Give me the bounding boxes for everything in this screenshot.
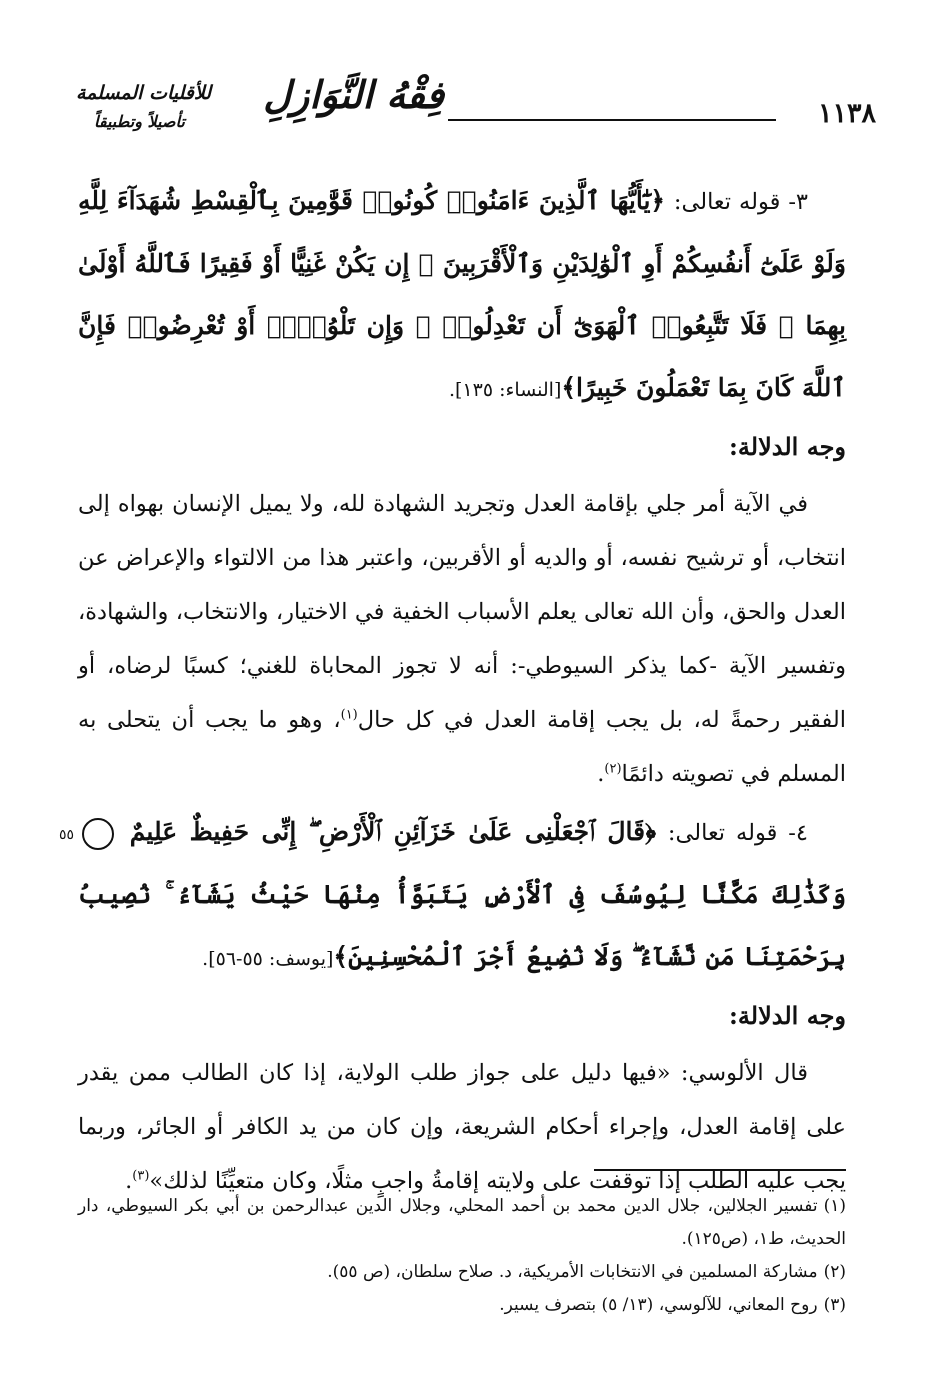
quran-verse-nisa-135: ﴿يَٰٓأَيُّهَا ٱلَّذِينَ ءَامَنُوا۟ كُونُوا۟ قَوَّٰمِينَ بِٱلْقِسْطِ شُهَدَآءَ لِلَّهِ وَلَوْ عَلَىٰٓ أَنفُسِكُمْ أَوِ ٱلْوَٰلِدَيْنِ وَٱلْأَقْرَبِينَ ۚ إِن يَكُنْ غَنِيًّا أَوْ فَقِيرًا فَٱللَّهُ أَوْلَىٰ بِهِمَا ۖ فَلَا تَتَّبِعُوا۟ ٱلْهَوَىٰٓ أَن تَعْدِلُوا۟ ۚ وَإِن تَلْوُۥٓا۟ أَوْ تُعْرِضُوا۟ فَإِنَّ ٱللَّهَ كَانَ بِمَا تَعْمَلُونَ خَبِيرًا﴾ (78, 186, 846, 402)
footnote-1 (78, 1190, 846, 1256)
book-title-logo (76, 70, 444, 150)
footnote-3 (78, 1289, 846, 1322)
footnote-ref-3[interactable]: (٣) (132, 1168, 150, 1184)
section-4-lead: ٤- قوله تعالى: (667, 820, 808, 846)
section-4-explanation-end: . (125, 1168, 133, 1194)
footnote-ref-1[interactable]: (١) (340, 707, 358, 723)
section-3-heading: وجه الدلالة: (729, 432, 846, 461)
page-content (58, 170, 846, 1208)
header-rule (448, 119, 776, 121)
footnote-number: (١) (823, 1196, 846, 1216)
book-title: فِقْهُ النَّوَازِلِ (263, 72, 444, 117)
footnote-number: (٢) (823, 1262, 846, 1282)
section-3-explanation-text-1: في الآية أمر جلي بإقامة العدل وتجريد الشهادة لله، ولا يميل الإنسان بهواه إلى انتخاب، أو ترشيح نفسه، أو والديه أو الأقربين، واعتبر هذا من الالتواء والإعراض عن العدل والحق، وأن الله تعالى يعلم الأسباب الخفية في الاختيار، والانتخاب، والشهادة، وتفسير الآية -كما يذكر السيوطي-: أنه لا تجوز المحاباة للغني؛ كسبًا لرضاه، أو الفقير رحمةً له، بل يجب إقامة العدل في كل حال (78, 491, 846, 733)
verse-end-period: . (202, 948, 209, 970)
page-number: ١١٣٨ (817, 98, 876, 129)
footnotes (78, 1190, 846, 1322)
footnote-separator (594, 1169, 846, 1171)
section-4-explanation-text: قال الألوسي: «فيها دليل على جواز طلب الولاية، إذا كان الطالب ممن يقدر على إقامة العدل، وإجراء أحكام الشريعة، وإن كان من يد الكافر أو الجائر، وربما يجب عليه الطلب إذا توقفت على ولايته إقامةُ واجبٍ مثلًا، وكان متعيِّنًا لذلك» (78, 1060, 846, 1194)
quran-verse-yusuf-55: ﴿قَالَ ٱجْعَلْنِى عَلَىٰ خَزَآئِنِ ٱلْأَرْضِ ۖ إِنِّى حَفِيظٌ عَلِيمٌ (129, 817, 657, 846)
verse-reference-nisa: [النساء: ١٣٥] (455, 379, 562, 401)
section-3-lead: ٣- قوله تعالى: (673, 189, 809, 215)
footnote-text: مشاركة المسلمين في الانتخابات الأمريكية، د. صلاح سلطان، (ص ٥٥). (327, 1262, 818, 1282)
running-header (76, 70, 876, 150)
section-4-verse-paragraph (58, 801, 846, 990)
verse-number-ornament: ٥٥ (82, 818, 114, 850)
section-3-explanation-end: . (597, 761, 605, 787)
section-3-explanation (78, 477, 846, 801)
section-3-explanation-text-2: ، وهو ما يجب أن يتحلى به المسلم في تصويته دائمًا (78, 707, 846, 787)
footnote-text: تفسير الجلالين، جلال الدين محمد بن أحمد المحلي، وجلال الدين عبدالرحمن بن أبي بكر السيوطي، دار الحديث، ط١، (ص١٢٥). (78, 1196, 846, 1249)
section-4-explanation (78, 1046, 846, 1208)
book-subtitle: للأقليات المسلمة (76, 82, 211, 104)
quran-verse-yusuf-56: وَكَذَٰلِكَ مَكَّنَّا لِيُوسُفَ فِى ٱلْأَرْضِ يَتَبَوَّأُ مِنْهَا حَيْثُ يَشَآءُ ۚ نُصِيبُ بِرَحْمَتِنَا مَن نَّشَآءُ ۖ وَلَا نُضِيعُ أَجْرَ ٱلْمُحْسِنِينَ﴾ (78, 880, 846, 971)
footnote-text: روح المعاني، للآلوسي، (١٣/ ٥) بتصرف يسير. (499, 1295, 818, 1315)
footnote-2 (78, 1256, 846, 1289)
verse-reference-yusuf: [يوسف: ٥٥-٥٦] (208, 948, 334, 970)
verse-end-period: . (448, 379, 455, 401)
footnote-number: (٣) (823, 1295, 846, 1315)
section-4-heading: وجه الدلالة: (729, 1001, 846, 1030)
book-tagline: تأصيلاً وتطبيقاً (94, 112, 185, 131)
section-3-verse-paragraph (78, 170, 846, 421)
footnote-ref-2[interactable]: (٢) (604, 761, 622, 777)
